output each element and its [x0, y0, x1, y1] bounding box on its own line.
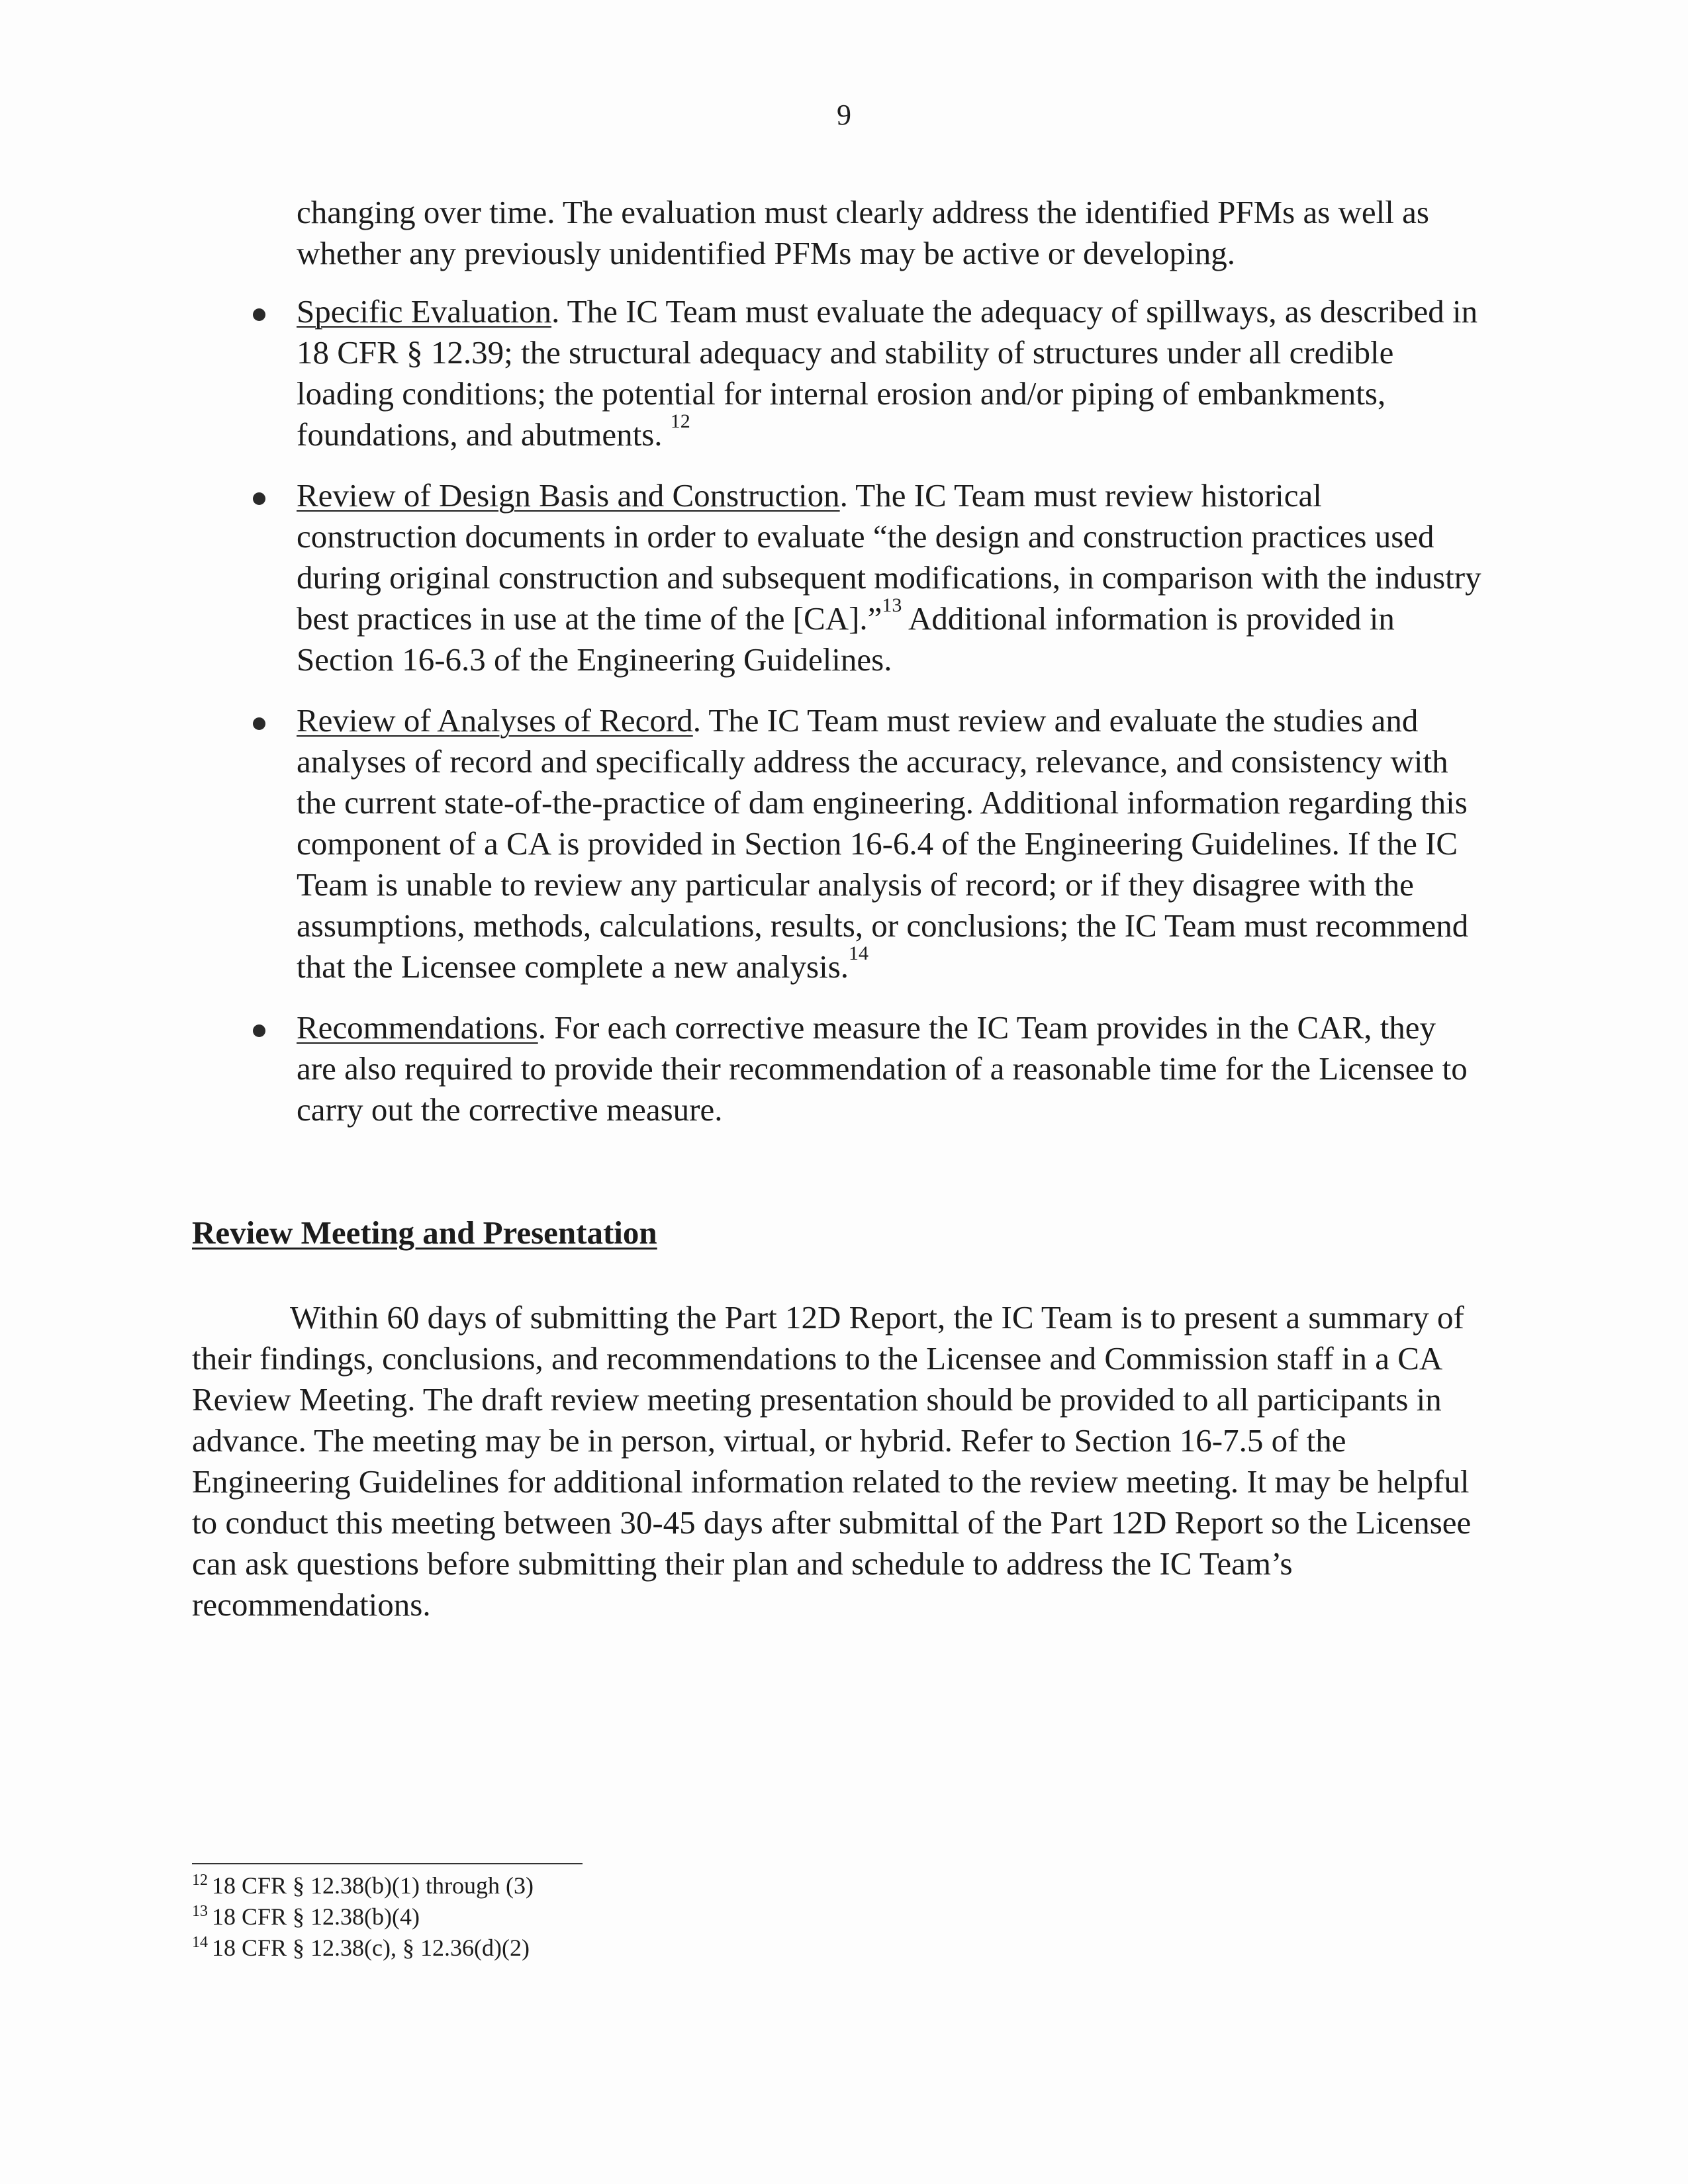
footnote [192, 1933, 1119, 1964]
bullet-title: Review of Design Basis and Construction [297, 477, 840, 514]
footnote-text: 18 CFR § 12.38(b)(1) through (3) [212, 1872, 534, 1899]
page-number: 9 [837, 99, 851, 131]
footnote-text: 18 CFR § 12.38(c), § 12.36(d)(2) [212, 1934, 530, 1961]
footnote [192, 1901, 1119, 1933]
bullet-recommendations [297, 1007, 1481, 1130]
bullet-text: . For each corrective measure the IC Team provides in the CAR, they are also required to provide their recommendation of a reasonable time for the Licensee to carry out the corrective measure. [297, 1009, 1468, 1128]
footnote-text: 18 CFR § 12.38(b)(4) [212, 1903, 420, 1930]
bullet-specific-evaluation [297, 291, 1481, 455]
section-heading: Review Meeting and Presentation [192, 1214, 657, 1251]
footnote [192, 1870, 1119, 1901]
bullet-list [297, 291, 1481, 1150]
bullet-title: Review of Analyses of Record [297, 702, 693, 739]
footnote-number: 13 [192, 1902, 208, 1920]
footnote-list [192, 1870, 1119, 1964]
section-paragraph: Within 60 days of submitting the Part 12D Report, the IC Team is to present a summary of their findings, conclusions, and recommendations to the Licensee and Commission staff in a CA Review Meeting. The draft review meeting presentation should be provided to all participants in advance. The meeting may be in person, virtual, or hybrid. Refer to Section 16-7.5 of the Engineering Guidelines for additional information related to the review meeting. It may be helpful to conduct this meeting between 30-45 days after submittal of the Part 12D Report so the Licensee can ask questions before submitting their plan and schedule to address the IC Team’s recommendations. [192, 1299, 1472, 1623]
bullet-text: . The IC Team must evaluate the adequacy of spillways, as described in 18 CFR § 12.39; the structural adequacy and stability of structures under all credible loading conditions; the potential for internal erosion and/or piping of embankments, foundations, and abutments. [297, 293, 1478, 453]
footnote-number: 14 [192, 1933, 208, 1951]
bullet-design-basis [297, 475, 1481, 680]
continuation-paragraph: changing over time. The evaluation must clearly address the identified PFMs as well as whether any previously unidentified PFMs may be active or developing. [297, 194, 1429, 271]
bullet-title: Recommendations [297, 1009, 538, 1046]
bullet-title: Specific Evaluation [297, 293, 552, 330]
bullet-text: . The IC Team must review and evaluate the studies and analyses of record and specifically address the accuracy, relevance, and consistency with the current state-of-the-practice of dam engineering. Additional information regarding this component of a CA is provided in Section 16-6.4 of the Engineering Guidelines. If the IC Team is unable to review any particular analysis of record; or if they disagree with the assumptions, methods, calculations, results, or conclusions; the IC Team must recommend that the Licensee complete a new analysis. [297, 702, 1469, 985]
bullet-text: . The IC Team must review historical construction documents in order to evaluate “the design and construction practices used during original construction and subsequent modifications, in comparison with the industry best practices in use at the time of the [CA].” [297, 477, 1481, 637]
bullet-text-after: Additional information is provided in Section 16-6.3 of the Engineering Guidelines. [297, 600, 1395, 678]
footnote-ref: 14 [849, 942, 869, 964]
footnote-number: 12 [192, 1871, 208, 1889]
bullet-analyses-of-record [297, 700, 1481, 987]
footnote-divider [192, 1863, 583, 1864]
footnote-ref: 13 [882, 594, 902, 616]
footnote-ref: 12 [670, 410, 690, 432]
